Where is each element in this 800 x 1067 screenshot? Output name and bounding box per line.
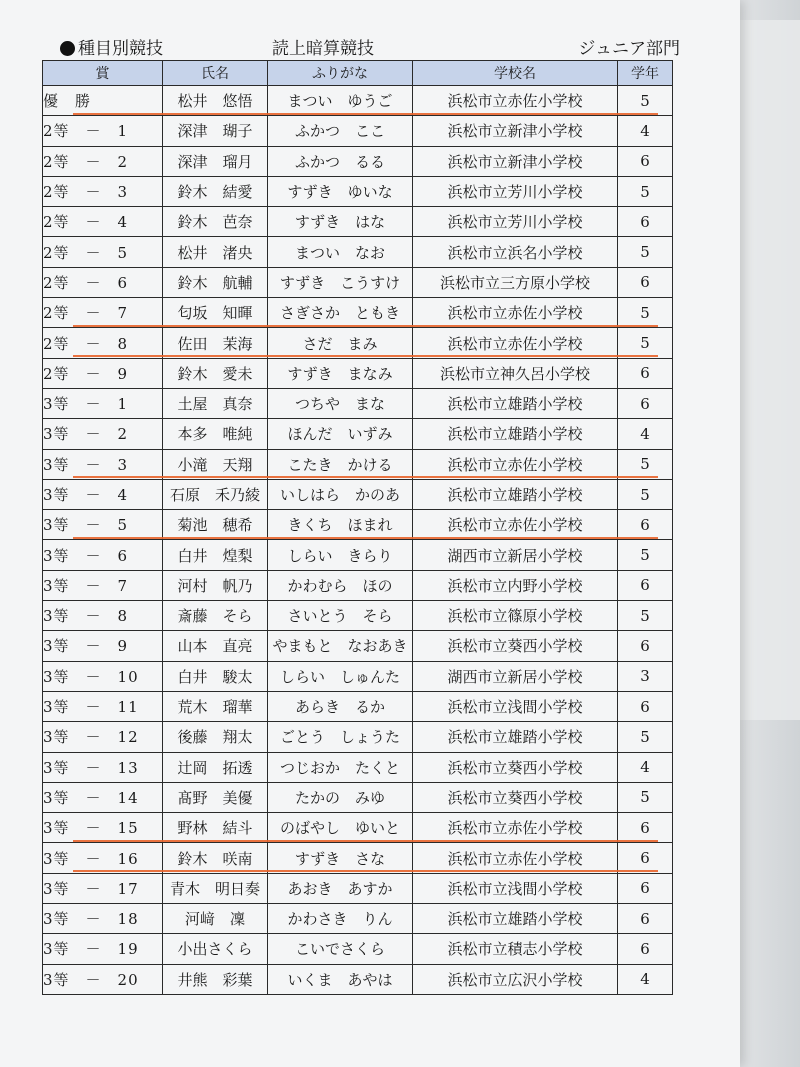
division-title: ジュニア部門 (578, 39, 680, 59)
school-cell: 浜松市立浅間小学校 (413, 873, 618, 903)
name-cell: 小滝 天翔 (163, 449, 268, 479)
highlight-underline (73, 840, 658, 842)
column-header-school: 学校名 (413, 61, 618, 86)
kana-cell: あらき るか (268, 691, 413, 721)
name-cell: 小出さくら (163, 934, 268, 964)
name-cell: 深津 瑠月 (163, 146, 268, 176)
kana-cell: しらい きらり (268, 540, 413, 570)
grade-cell: 6 (618, 631, 673, 661)
prize-cell: 優 勝 (43, 86, 163, 116)
kana-cell: しらい しゅんた (268, 661, 413, 691)
kana-cell: かわむら ほの (268, 570, 413, 600)
grade-cell: 5 (618, 176, 673, 206)
grade-cell: 4 (618, 116, 673, 146)
school-cell: 浜松市立赤佐小学校 (413, 449, 618, 479)
table-row (43, 449, 673, 479)
prize-cell: 3等 － 3 (43, 449, 163, 479)
prize-cell: 3等 － 2 (43, 419, 163, 449)
school-cell: 浜松市立三方原小学校 (413, 267, 618, 297)
highlight-underline (73, 113, 658, 115)
grade-cell: 6 (618, 207, 673, 237)
name-cell: 匂坂 知暉 (163, 298, 268, 328)
grade-cell: 5 (618, 722, 673, 752)
school-cell: 浜松市立赤佐小学校 (413, 86, 618, 116)
prize-cell: 3等 － 10 (43, 661, 163, 691)
school-cell: 浜松市立新津小学校 (413, 116, 618, 146)
table-row (43, 419, 673, 449)
grade-cell: 5 (618, 298, 673, 328)
table-row (43, 540, 673, 570)
highlight-underline (73, 870, 658, 872)
results-table (42, 60, 673, 995)
kana-cell: つじおか たくと (268, 752, 413, 782)
table-row (43, 964, 673, 994)
name-cell: 白井 煌梨 (163, 540, 268, 570)
name-cell: 野林 結斗 (163, 813, 268, 843)
prize-cell: 2等 － 3 (43, 176, 163, 206)
kana-cell: ふかつ るる (268, 146, 413, 176)
kana-cell: ごとう しょうた (268, 722, 413, 752)
school-cell: 浜松市立神久呂小学校 (413, 358, 618, 388)
prize-cell: 3等 － 17 (43, 873, 163, 903)
prize-cell: 3等 － 4 (43, 479, 163, 509)
grade-cell: 6 (618, 388, 673, 418)
prize-cell: 3等 － 5 (43, 510, 163, 540)
name-cell: 松井 悠悟 (163, 86, 268, 116)
school-cell: 浜松市立篠原小学校 (413, 601, 618, 631)
table-row (43, 510, 673, 540)
prize-cell: 3等 － 7 (43, 570, 163, 600)
grade-cell: 6 (618, 904, 673, 934)
bullet-icon (60, 41, 75, 56)
kana-cell: かわさき りん (268, 904, 413, 934)
grade-cell: 6 (618, 934, 673, 964)
school-cell: 湖西市立新居小学校 (413, 661, 618, 691)
kana-cell: やまもと なおあき (268, 631, 413, 661)
school-cell: 浜松市立雄踏小学校 (413, 904, 618, 934)
table-row (43, 722, 673, 752)
name-cell: 鈴木 愛未 (163, 358, 268, 388)
table-row (43, 601, 673, 631)
kana-cell: すずき まなみ (268, 358, 413, 388)
table-row (43, 934, 673, 964)
kana-cell: ふかつ ここ (268, 116, 413, 146)
school-cell: 湖西市立新居小学校 (413, 540, 618, 570)
kana-cell: さいとう そら (268, 601, 413, 631)
table-row (43, 904, 673, 934)
school-cell: 浜松市立芳川小学校 (413, 207, 618, 237)
table-row (43, 146, 673, 176)
prize-cell: 2等 － 6 (43, 267, 163, 297)
kana-cell: すずき こうすけ (268, 267, 413, 297)
prize-cell: 2等 － 4 (43, 207, 163, 237)
table-row (43, 86, 673, 116)
grade-cell: 6 (618, 358, 673, 388)
school-cell: 浜松市立積志小学校 (413, 934, 618, 964)
grade-cell: 4 (618, 964, 673, 994)
kana-cell: ほんだ いずみ (268, 419, 413, 449)
kana-cell: こたき かける (268, 449, 413, 479)
grade-cell: 5 (618, 86, 673, 116)
grade-cell: 5 (618, 449, 673, 479)
table-row (43, 176, 673, 206)
school-cell: 浜松市立赤佐小学校 (413, 298, 618, 328)
prize-cell: 3等 － 6 (43, 540, 163, 570)
school-cell: 浜松市立葵西小学校 (413, 752, 618, 782)
kana-cell: つちや まな (268, 388, 413, 418)
grade-cell: 3 (618, 661, 673, 691)
table-row (43, 207, 673, 237)
table-row (43, 358, 673, 388)
school-cell: 浜松市立赤佐小学校 (413, 328, 618, 358)
prize-cell: 3等 － 19 (43, 934, 163, 964)
table-row (43, 752, 673, 782)
school-cell: 浜松市立雄踏小学校 (413, 479, 618, 509)
prize-cell: 2等 － 2 (43, 146, 163, 176)
school-cell: 浜松市立広沢小学校 (413, 964, 618, 994)
grade-cell: 4 (618, 752, 673, 782)
grade-cell: 4 (618, 419, 673, 449)
prize-cell: 2等 － 8 (43, 328, 163, 358)
prize-cell: 2等 － 1 (43, 116, 163, 146)
school-cell: 浜松市立芳川小学校 (413, 176, 618, 206)
name-cell: 斎藤 そら (163, 601, 268, 631)
prize-cell: 3等 － 13 (43, 752, 163, 782)
school-cell: 浜松市立赤佐小学校 (413, 813, 618, 843)
school-cell: 浜松市立葵西小学校 (413, 782, 618, 812)
name-cell: 青木 明日奏 (163, 873, 268, 903)
table-row (43, 388, 673, 418)
grade-cell: 6 (618, 510, 673, 540)
table-row (43, 479, 673, 509)
kana-cell: こいでさくら (268, 934, 413, 964)
school-cell: 浜松市立浅間小学校 (413, 691, 618, 721)
table-row (43, 873, 673, 903)
kana-cell: きくち ほまれ (268, 510, 413, 540)
name-cell: 荒木 瑠華 (163, 691, 268, 721)
grade-cell: 6 (618, 873, 673, 903)
column-header-prize: 賞 (43, 61, 163, 86)
highlight-underline (73, 476, 658, 478)
prize-cell: 2等 － 9 (43, 358, 163, 388)
name-cell: 石原 禾乃綾 (163, 479, 268, 509)
prize-cell: 3等 － 15 (43, 813, 163, 843)
sheet-header (60, 34, 680, 60)
name-cell: 河﨑 凜 (163, 904, 268, 934)
grade-cell: 6 (618, 267, 673, 297)
highlight-underline (73, 325, 658, 327)
name-cell: 佐田 茉海 (163, 328, 268, 358)
name-cell: 土屋 真奈 (163, 388, 268, 418)
grade-cell: 6 (618, 691, 673, 721)
name-cell: 松井 渚央 (163, 237, 268, 267)
highlight-underline (73, 355, 658, 357)
event-title: 読上暗算競技 (272, 39, 374, 59)
table-row (43, 298, 673, 328)
name-cell: 河村 帆乃 (163, 570, 268, 600)
grade-cell: 6 (618, 570, 673, 600)
name-cell: 鈴木 航輔 (163, 267, 268, 297)
grade-cell: 5 (618, 540, 673, 570)
name-cell: 鈴木 芭奈 (163, 207, 268, 237)
table-row (43, 570, 673, 600)
kana-cell: さだ まみ (268, 328, 413, 358)
school-cell: 浜松市立浜名小学校 (413, 237, 618, 267)
grade-cell: 5 (618, 782, 673, 812)
name-cell: 鈴木 咲南 (163, 843, 268, 873)
name-cell: 後藤 翔太 (163, 722, 268, 752)
grade-cell: 5 (618, 601, 673, 631)
school-cell: 浜松市立雄踏小学校 (413, 388, 618, 418)
name-cell: 菊池 穂希 (163, 510, 268, 540)
table-row (43, 782, 673, 812)
prize-cell: 2等 － 7 (43, 298, 163, 328)
kana-cell: すずき ゆいな (268, 176, 413, 206)
kana-cell: すずき はな (268, 207, 413, 237)
school-cell: 浜松市立内野小学校 (413, 570, 618, 600)
school-cell: 浜松市立新津小学校 (413, 146, 618, 176)
grade-cell: 6 (618, 843, 673, 873)
name-cell: 辻岡 拓透 (163, 752, 268, 782)
name-cell: 山本 直亮 (163, 631, 268, 661)
table-row (43, 661, 673, 691)
name-cell: 井熊 彩葉 (163, 964, 268, 994)
category-title: 種目別競技 (78, 39, 163, 59)
grade-cell: 5 (618, 479, 673, 509)
prize-cell: 3等 － 16 (43, 843, 163, 873)
prize-cell: 3等 － 8 (43, 601, 163, 631)
school-cell: 浜松市立赤佐小学校 (413, 843, 618, 873)
table-row (43, 237, 673, 267)
school-cell: 浜松市立雄踏小学校 (413, 722, 618, 752)
name-cell: 髙野 美優 (163, 782, 268, 812)
grade-cell: 6 (618, 146, 673, 176)
column-header-grade: 学年 (618, 61, 673, 86)
table-row (43, 328, 673, 358)
prize-cell: 3等 － 12 (43, 722, 163, 752)
name-cell: 白井 駿太 (163, 661, 268, 691)
prize-cell: 2等 － 5 (43, 237, 163, 267)
highlight-underline (73, 537, 658, 539)
school-cell: 浜松市立赤佐小学校 (413, 510, 618, 540)
kana-cell: すずき さな (268, 843, 413, 873)
prize-cell: 3等 － 14 (43, 782, 163, 812)
kana-cell: のばやし ゆいと (268, 813, 413, 843)
prize-cell: 3等 － 9 (43, 631, 163, 661)
grade-cell: 6 (618, 813, 673, 843)
name-cell: 鈴木 結愛 (163, 176, 268, 206)
kana-cell: まつい ゆうご (268, 86, 413, 116)
column-header-kana: ふりがな (268, 61, 413, 86)
table-row (43, 843, 673, 873)
table-row (43, 813, 673, 843)
prize-cell: 3等 － 20 (43, 964, 163, 994)
table-row (43, 267, 673, 297)
prize-cell: 3等 － 1 (43, 388, 163, 418)
school-cell: 浜松市立雄踏小学校 (413, 419, 618, 449)
grade-cell: 5 (618, 237, 673, 267)
kana-cell: いしはら かのあ (268, 479, 413, 509)
column-header-name: 氏名 (163, 61, 268, 86)
table-row (43, 116, 673, 146)
name-cell: 本多 唯純 (163, 419, 268, 449)
prize-cell: 3等 － 18 (43, 904, 163, 934)
table-row (43, 691, 673, 721)
kana-cell: あおき あすか (268, 873, 413, 903)
kana-cell: まつい なお (268, 237, 413, 267)
prize-cell: 3等 － 11 (43, 691, 163, 721)
kana-cell: たかの みゆ (268, 782, 413, 812)
grade-cell: 5 (618, 328, 673, 358)
school-cell: 浜松市立葵西小学校 (413, 631, 618, 661)
kana-cell: さぎさか ともき (268, 298, 413, 328)
table-header-row (43, 61, 673, 86)
name-cell: 深津 瑚子 (163, 116, 268, 146)
table-row (43, 631, 673, 661)
kana-cell: いくま あやは (268, 964, 413, 994)
